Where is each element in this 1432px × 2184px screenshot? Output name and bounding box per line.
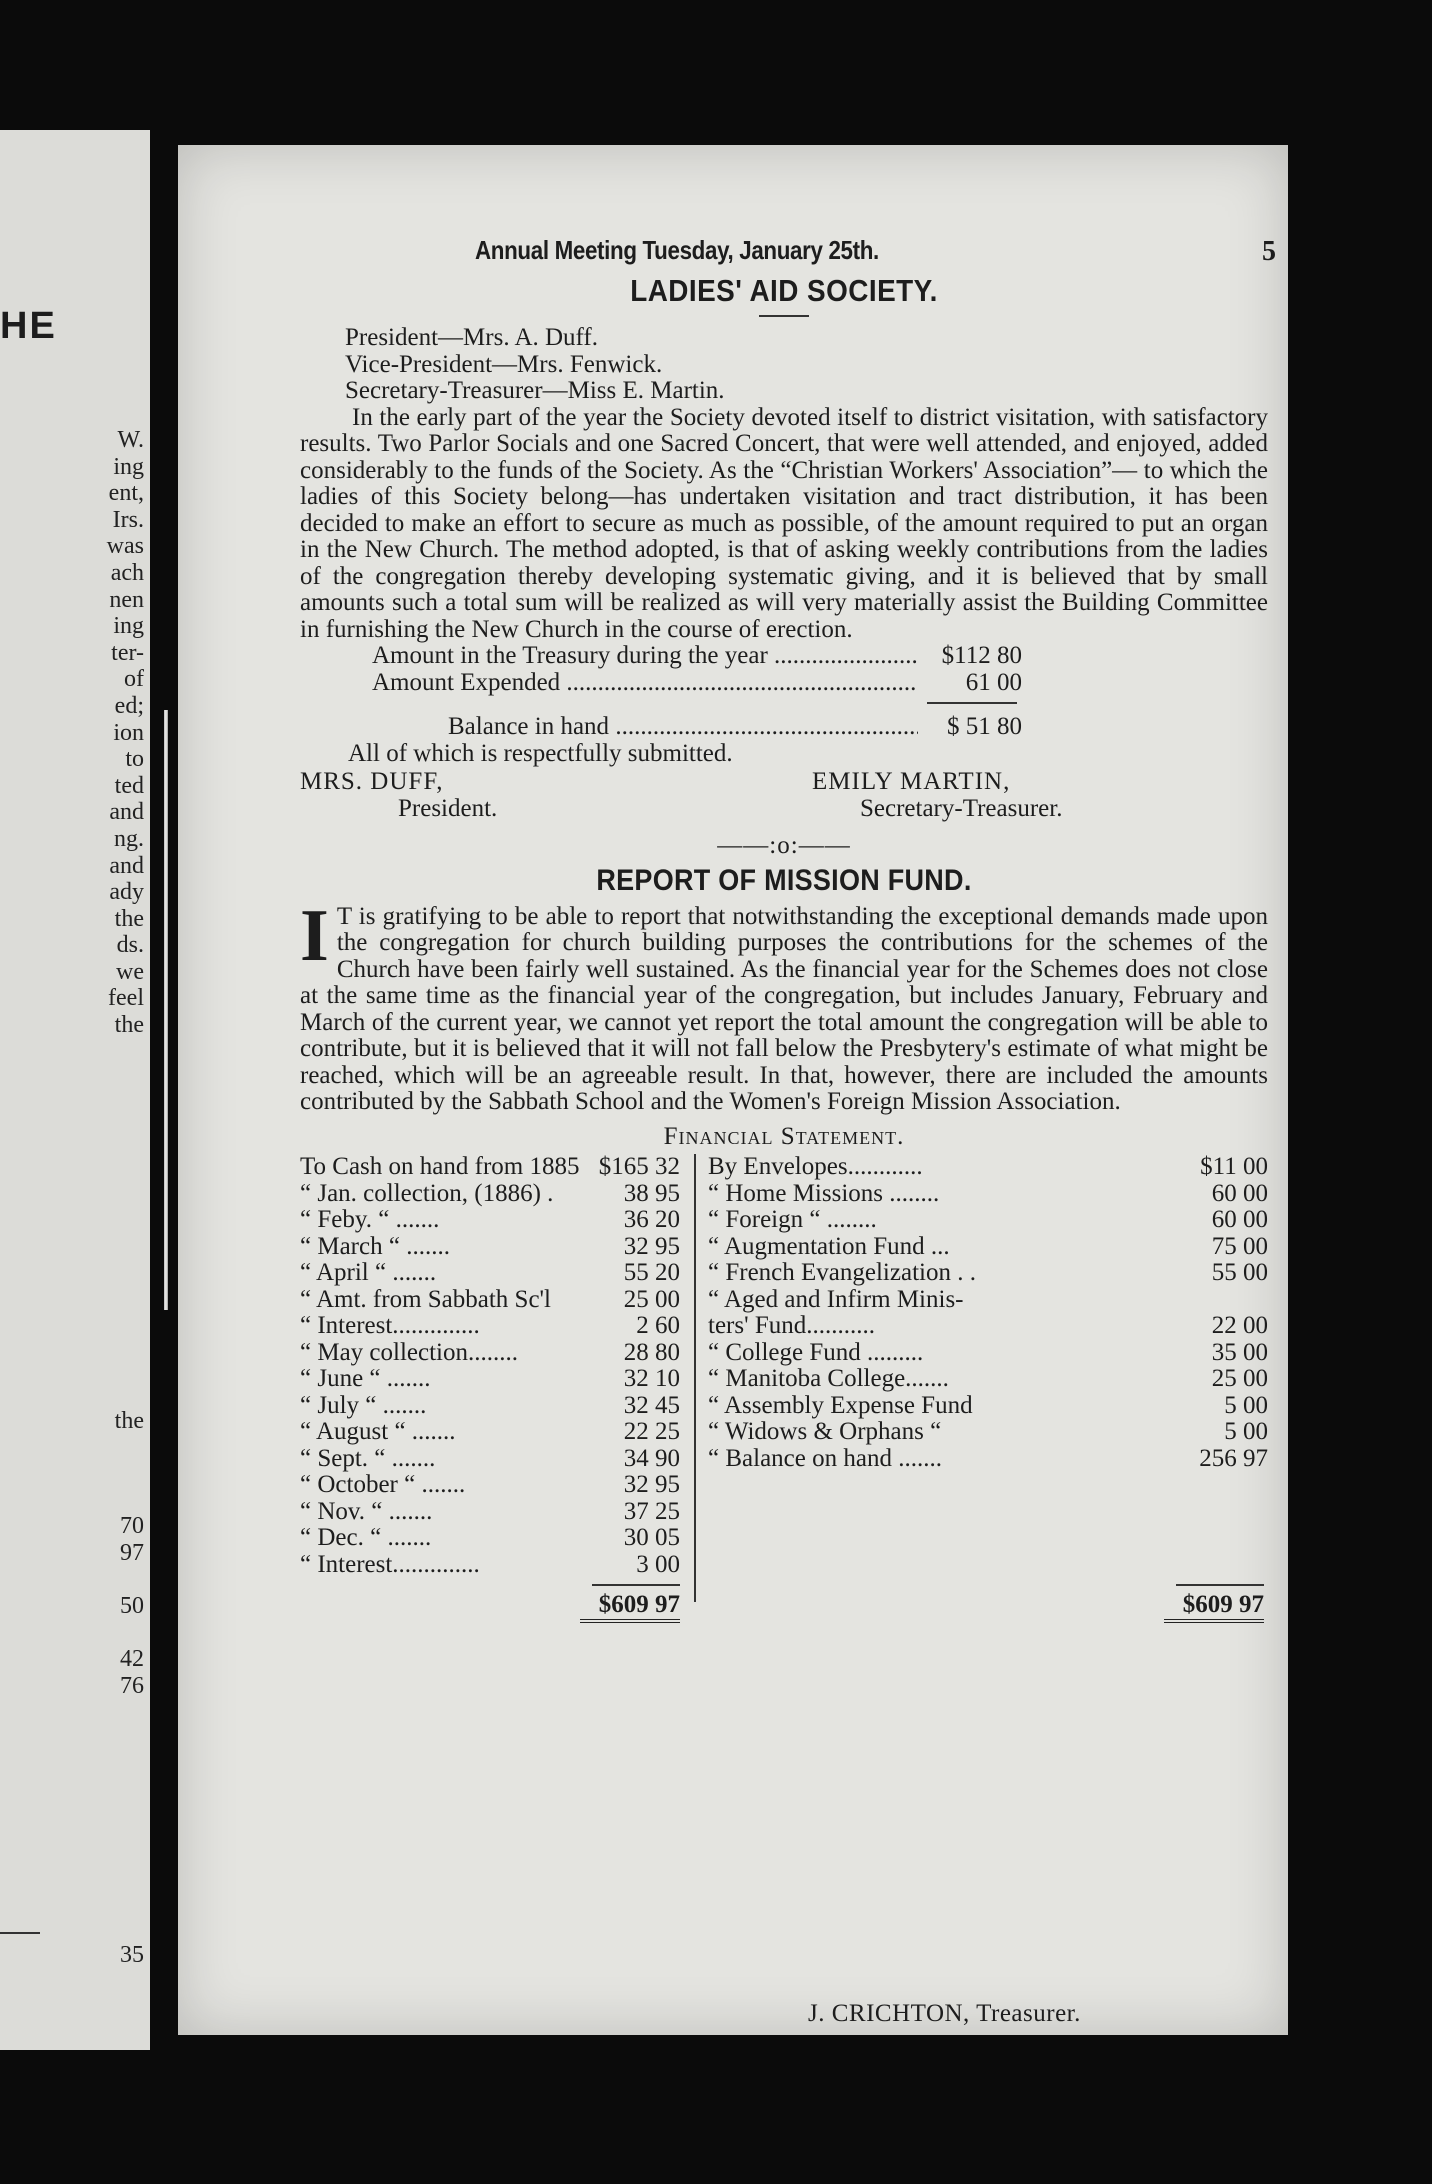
statement-row bbox=[300, 1154, 680, 1181]
statement-row bbox=[300, 1207, 680, 1234]
facing-page-fragment-line: of bbox=[124, 666, 144, 693]
officer-vice-president: Vice-President—Mrs. Fenwick. bbox=[345, 350, 663, 378]
statement-amount: 22 25 bbox=[623, 1418, 680, 1445]
facing-page-fragment-line: ted bbox=[114, 772, 144, 799]
title-rule bbox=[759, 315, 809, 317]
statement-label: “ College Fund ......... bbox=[708, 1339, 924, 1366]
ledger-label: Balance in hand ..... bbox=[372, 714, 918, 741]
facing-page-fragment-line: ds. bbox=[116, 932, 144, 959]
facing-page-fragment-line: W. bbox=[117, 427, 144, 453]
statement-label: “ October “ ....... bbox=[300, 1472, 466, 1498]
column-divider bbox=[694, 1154, 696, 1602]
facing-page-fragment-line: 50 bbox=[120, 1592, 144, 1619]
statement-amount: 34 90 bbox=[623, 1444, 680, 1472]
statement-row bbox=[300, 1313, 680, 1340]
statement-label: “ June “ ....... bbox=[300, 1366, 431, 1392]
statement-label: To Cash on hand from 1885 bbox=[300, 1154, 580, 1180]
facing-page-fragment-line: nen bbox=[109, 586, 144, 613]
page-number: 5 bbox=[1262, 236, 1276, 267]
facing-page-fragment-line bbox=[120, 1566, 144, 1593]
facing-page-fragment-line: ter- bbox=[111, 639, 144, 666]
statement-amount: 25 00 bbox=[623, 1285, 680, 1313]
statement-row bbox=[300, 1366, 680, 1393]
statement-label: “ April “ ....... bbox=[300, 1260, 437, 1286]
statement-label: “ Foreign “ ........ bbox=[708, 1207, 877, 1233]
statement-row bbox=[708, 1287, 1268, 1314]
statement-row bbox=[708, 1154, 1268, 1181]
statement-label: “ Balance on hand ....... bbox=[708, 1445, 942, 1472]
receipts-total-rule bbox=[592, 1584, 680, 1586]
facing-page-fragment-line: 76 bbox=[120, 1672, 144, 1699]
statement-row bbox=[708, 1313, 1268, 1340]
signature-right-title: Secretary-Treasurer. bbox=[860, 795, 1063, 822]
statement-row bbox=[708, 1234, 1268, 1261]
document-page bbox=[178, 145, 1288, 2035]
statement-label: “ March “ ....... bbox=[300, 1233, 450, 1260]
facing-page-fragment-line: Irs. bbox=[112, 506, 144, 533]
facing-page-fragment-line: the bbox=[114, 905, 144, 932]
facing-page-figure-fragments bbox=[120, 1513, 144, 1699]
disbursements-total: $609 97 bbox=[1164, 1592, 1264, 1623]
facing-page-fragment-line: was bbox=[106, 533, 144, 560]
statement-label: “ French Evangelization . . bbox=[708, 1260, 976, 1286]
receipts-column bbox=[300, 1154, 680, 1578]
ledger-sum-rule bbox=[927, 702, 1017, 704]
statement-label: “ Home Missions ........ bbox=[708, 1180, 940, 1207]
statement-row bbox=[300, 1419, 680, 1446]
statement-amount: 22 00 bbox=[1211, 1312, 1268, 1339]
statement-amount bbox=[1178, 1287, 1268, 1314]
page-gutter bbox=[164, 710, 168, 1310]
statement-label: “ May collection........ bbox=[300, 1339, 518, 1366]
statement-amount: $11 00 bbox=[1200, 1153, 1268, 1180]
statement-row bbox=[708, 1340, 1268, 1367]
statement-amount: 32 45 bbox=[623, 1391, 680, 1419]
facing-page-footer-fragment: 35 bbox=[120, 1942, 144, 1968]
statement-amount: 25 00 bbox=[1211, 1365, 1268, 1392]
signatures bbox=[300, 769, 1268, 825]
statement-amount: 55 20 bbox=[623, 1259, 680, 1286]
statement-amount: $165 32 bbox=[598, 1153, 680, 1180]
statement-row bbox=[708, 1366, 1268, 1393]
mission-fund-paragraph bbox=[300, 894, 1268, 1116]
section-divider: ——:o:—— bbox=[717, 832, 851, 859]
facing-page-fragment-line: 97 bbox=[120, 1539, 144, 1566]
receipts-total: $609 97 bbox=[580, 1592, 680, 1623]
statement-label: “ Dec. “ ....... bbox=[300, 1525, 432, 1551]
facing-page-fragment-line: feel bbox=[108, 985, 144, 1012]
statement-label: ters' Fund........... bbox=[708, 1313, 876, 1339]
statement-row bbox=[300, 1472, 680, 1499]
statement-label: “ Interest.............. bbox=[300, 1551, 480, 1578]
disbursements-column bbox=[708, 1154, 1268, 1472]
statement-row bbox=[708, 1446, 1268, 1473]
ladies-aid-title: LADIES' AID SOCIETY. bbox=[630, 273, 938, 308]
facing-page-fragment-line: ion bbox=[113, 719, 144, 746]
signature-left-name: MRS. DUFF, bbox=[300, 768, 444, 795]
statement-amount: 5 00 bbox=[1224, 1391, 1268, 1419]
statement-label: By Envelopes............ bbox=[708, 1154, 923, 1180]
statement-row bbox=[300, 1181, 680, 1208]
facing-page-text-fragments bbox=[107, 427, 144, 1039]
statement-label: “ Feby. “ ....... bbox=[300, 1207, 440, 1233]
statement-amount: 60 00 bbox=[1211, 1179, 1268, 1207]
facing-page-fragment-line: ing bbox=[113, 613, 144, 640]
ladies-aid-paragraph: In the early part of the year the Society devoted itself to district visitation, with satisfactory results. Two Parlor Socials and one Sacred Concert, that were well attended, and enjoyed, added considerably to the funds of the Society. As the “Christian Workers' Association”— to which the ladies of this Society belong—has undertaken visitation and tract distribution, it has been decided to make an effort to secure as much as possible, of the amount required to put an organ in the New Church. The method adopted, is that of asking weekly contributions from the ladies of the congregation thereby developing systematic giving, and it is believed that by small amounts such a total sum will be realized as will very materially assist the Building Committee in furnishing the New Church in the course of erection. bbox=[300, 403, 1268, 643]
statement-row bbox=[708, 1260, 1268, 1287]
statement-amount: 32 95 bbox=[623, 1232, 680, 1260]
ledger-label: Amount Expended ..... bbox=[372, 670, 918, 697]
facing-page-fragment-line: the bbox=[114, 1012, 144, 1039]
statement-label: “ Augmentation Fund ... bbox=[708, 1233, 950, 1260]
statement-label: “ Widows & Orphans “ bbox=[708, 1419, 942, 1445]
drop-cap: I bbox=[300, 894, 329, 977]
statement-amount: 38 95 bbox=[623, 1179, 680, 1207]
running-title: Annual Meeting Tuesday, January 25th. bbox=[475, 235, 879, 265]
facing-page-fragment-line: ady bbox=[109, 879, 144, 906]
statement-label: “ Aged and Infirm Minis- bbox=[708, 1286, 964, 1313]
statement-row bbox=[300, 1446, 680, 1473]
ledger-amount: $112 80 bbox=[918, 643, 1022, 670]
treasurer-signature: J. CRICHTON, Treasurer. bbox=[808, 2000, 1081, 2027]
statement-amount: 3 00 bbox=[636, 1550, 680, 1578]
statement-row bbox=[708, 1393, 1268, 1420]
disbursements-total-rule bbox=[1176, 1584, 1264, 1586]
ledger-amount: 61 00 bbox=[918, 670, 1022, 697]
ledger-row bbox=[372, 714, 1022, 741]
ledger-row bbox=[372, 670, 1022, 697]
statement-amount: 32 95 bbox=[623, 1471, 680, 1498]
ledger-amount: $ 51 80 bbox=[918, 714, 1022, 741]
mission-fund-title: REPORT OF MISSION FUND. bbox=[596, 863, 972, 897]
statement-row bbox=[300, 1234, 680, 1261]
ledger-label: Amount in the Treasury during the year ..... bbox=[372, 643, 918, 670]
statement-row bbox=[300, 1499, 680, 1526]
signature-right-name: EMILY MARTIN, bbox=[812, 768, 1011, 795]
facing-page-fragment-line: to bbox=[125, 746, 144, 773]
statement-label: “ Assembly Expense Fund bbox=[708, 1392, 973, 1419]
statement-amount: 256 97 bbox=[1199, 1444, 1268, 1472]
statement-label: “ Amt. from Sabbath Sc'l bbox=[300, 1286, 552, 1313]
page-content bbox=[300, 235, 1276, 1624]
statement-row bbox=[708, 1207, 1268, 1234]
facing-page-fragment-line: we bbox=[116, 958, 144, 985]
statement-label: “ Interest.............. bbox=[300, 1313, 480, 1339]
statement-label: “ August “ ....... bbox=[300, 1419, 456, 1445]
statement-row bbox=[300, 1525, 680, 1552]
submission-line: All of which is respectfully submitted. bbox=[348, 739, 733, 767]
facing-page-fragment-line: ach bbox=[110, 559, 144, 586]
statement-amount: 75 00 bbox=[1211, 1232, 1268, 1260]
statement-amount: 37 25 bbox=[623, 1497, 680, 1525]
facing-page-fragment-line: ing bbox=[113, 453, 144, 480]
facing-page-edge bbox=[0, 130, 150, 2050]
running-header bbox=[300, 235, 1276, 271]
statement-amount: 30 05 bbox=[623, 1524, 680, 1551]
statement-amount: 60 00 bbox=[1211, 1206, 1268, 1233]
statement-row bbox=[300, 1393, 680, 1420]
officer-president: President—Mrs. A. Duff. bbox=[345, 324, 599, 351]
statement-label: “ Manitoba College....... bbox=[708, 1366, 949, 1392]
mission-fund-text: T is gratifying to be able to report that notwithstanding the exceptional demands made upon the congregation for church building purposes the contributions for the schemes of the Church have been fairly well sustained. As the financial year for the Schemes does not close at the same time as the financial year of the congregation, but includes January, February and March of the current year, we cannot yet report the total amount the congregation will be able to contribute, but it is believed that it will not fall below the Presbytery's estimate of what might be reached, which will be an agreeable result. In that, however, there are included the amounts contributed by the Sabbath School and the Women's Foreign Mission Association. bbox=[300, 902, 1268, 1115]
statement-row bbox=[300, 1260, 680, 1287]
statement-label: “ Sept. “ ....... bbox=[300, 1445, 436, 1472]
statement-amount: 36 20 bbox=[623, 1206, 680, 1233]
statement-amount: 32 10 bbox=[623, 1365, 680, 1392]
facing-page-middle-fragment: the bbox=[114, 1408, 144, 1434]
facing-page-heading-fragment: HE bbox=[0, 305, 57, 347]
financial-statement bbox=[300, 1154, 1268, 1624]
statement-row bbox=[708, 1419, 1268, 1446]
statement-amount: 5 00 bbox=[1224, 1418, 1268, 1445]
statement-amount: 35 00 bbox=[1211, 1338, 1268, 1366]
financial-statement-title: Financial Statement. bbox=[663, 1122, 905, 1150]
signature-left-title: President. bbox=[398, 795, 498, 822]
officer-secretary-treasurer: Secretary-Treasurer—Miss E. Martin. bbox=[345, 377, 725, 404]
facing-page-fragment-line: ed; bbox=[114, 692, 144, 719]
facing-page-fragment-line: ng. bbox=[114, 825, 144, 852]
facing-page-rule bbox=[0, 1932, 40, 1934]
statement-row bbox=[300, 1287, 680, 1314]
statement-label: “ Nov. “ ....... bbox=[300, 1498, 433, 1525]
statement-amount: 2 60 bbox=[636, 1312, 680, 1339]
statement-row bbox=[300, 1552, 680, 1579]
facing-page-fragment-line: and bbox=[109, 852, 144, 879]
statement-label: “ Jan. collection, (1886) . bbox=[300, 1180, 554, 1207]
ledger-row bbox=[372, 643, 1022, 670]
statement-amount: 28 80 bbox=[623, 1338, 680, 1366]
statement-amount: 55 00 bbox=[1211, 1259, 1268, 1286]
facing-page-fragment-line: 70 bbox=[120, 1513, 144, 1539]
statement-label: “ July “ ....... bbox=[300, 1392, 427, 1419]
facing-page-fragment-line: ent, bbox=[108, 480, 144, 507]
facing-page-fragment-line: and bbox=[109, 799, 144, 826]
officers-list bbox=[345, 325, 1268, 405]
statement-row bbox=[300, 1340, 680, 1367]
statement-row bbox=[708, 1181, 1268, 1208]
facing-page-fragment-line: 42 bbox=[120, 1645, 144, 1672]
ladies-aid-ledger bbox=[372, 643, 1022, 741]
facing-page-fragment-line bbox=[120, 1619, 144, 1646]
